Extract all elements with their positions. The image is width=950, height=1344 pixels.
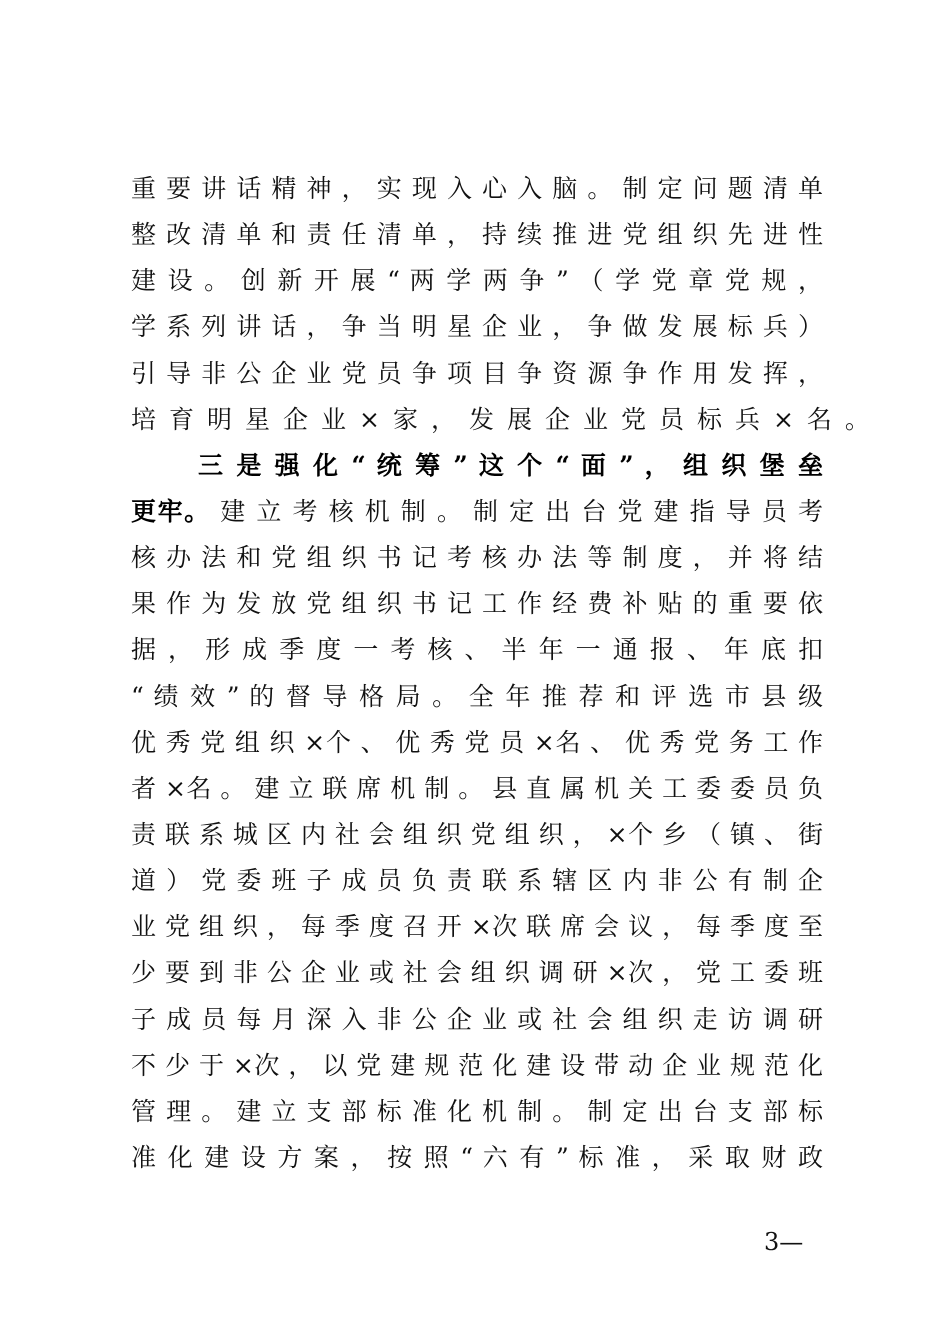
body-text-run: 建 立 考 核 机 制 。 制 定 出 台 党 建 指 导 员 考 xyxy=(210,496,823,526)
body-line: 整 改 清 单 和 责 任 清 单 ， 持 续 推 进 党 组 织 先 进 性 xyxy=(131,220,823,250)
body-line: 管 理 。 建 立 支 部 标 准 化 机 制 。 制 定 出 台 支 部 标 xyxy=(131,1096,823,1126)
body-line: 建 设 。 创 新 开 展 “ 两 学 两 争 ” （ 学 党 章 党 规 ， xyxy=(131,266,823,296)
section-heading-end: 更牢。 xyxy=(131,496,211,526)
body-line: 据 ， 形 成 季 度 一 考 核 、 半 年 一 通 报 、 年 底 扣 xyxy=(131,635,823,665)
body-line: 责 联 系 城 区 内 社 会 组 织 党 组 织 ， ×个 乡 （ 镇 、 街 xyxy=(131,819,823,849)
body-line: 学 系 列 讲 话 ， 争 当 明 星 企 业 ， 争 做 发 展 标 兵 ） xyxy=(131,312,823,342)
body-line: 者 ×名 。 建 立 联 席 机 制 。 县 直 属 机 关 工 委 委 员 负 xyxy=(131,773,823,803)
body-line: 重 要 讲 话 精 神 ， 实 现 入 心 入 脑 。 制 定 问 题 清 单 xyxy=(131,174,823,203)
body-line: 核 办 法 和 党 组 织 书 记 考 核 办 法 等 制 度 ， 并 将 结 xyxy=(131,543,823,573)
body-line: 少 要 到 非 公 企 业 或 社 会 组 织 调 研 ×次 ， 党 工 委 班 xyxy=(131,958,823,988)
section-heading-continued xyxy=(131,489,823,535)
document-body xyxy=(131,166,883,1181)
body-line: 业 党 组 织 ， 每 季 度 召 开 ×次 联 席 会 议 ， 每 季 度 至 xyxy=(131,912,823,942)
page-number: 3— xyxy=(764,1228,804,1256)
body-line: 优 秀 党 组 织 ×个 、 优 秀 党 员 ×名 、 优 秀 党 务 工 作 xyxy=(131,727,823,757)
body-line: “ 绩 效 ” 的 督 导 格 局 。 全 年 推 荐 和 评 选 市 县 级 xyxy=(131,681,823,711)
body-line: 准 化 建 设 方 案 ， 按 照 “ 六 有 ” 标 准 ， 采 取 财 政 xyxy=(131,1142,823,1172)
body-line: 果 作 为 发 放 党 组 织 书 记 工 作 经 费 补 贴 的 重 要 依 xyxy=(131,589,823,619)
body-line: 引 导 非 公 企 业 党 员 争 项 目 争 资 源 争 作 用 发 挥 ， xyxy=(131,358,823,388)
body-line: 不 少 于 ×次 ， 以 党 建 规 范 化 建 设 带 动 企 业 规 范 化 xyxy=(131,1050,823,1080)
section-heading: 三 是 强 化 “ 统 筹 ” 这 个 “ 面 ” ， 组 织 堡 垒 xyxy=(198,450,823,480)
body-line: 道 ） 党 委 班 子 成 员 负 责 联 系 辖 区 内 非 公 有 制 企 xyxy=(131,866,823,896)
body-line: 子 成 员 每 月 深 入 非 公 企 业 或 社 会 组 织 走 访 调 研 xyxy=(131,1004,823,1034)
body-line: 培育明星企业×家，发展企业党员标兵×名。 xyxy=(131,404,883,434)
